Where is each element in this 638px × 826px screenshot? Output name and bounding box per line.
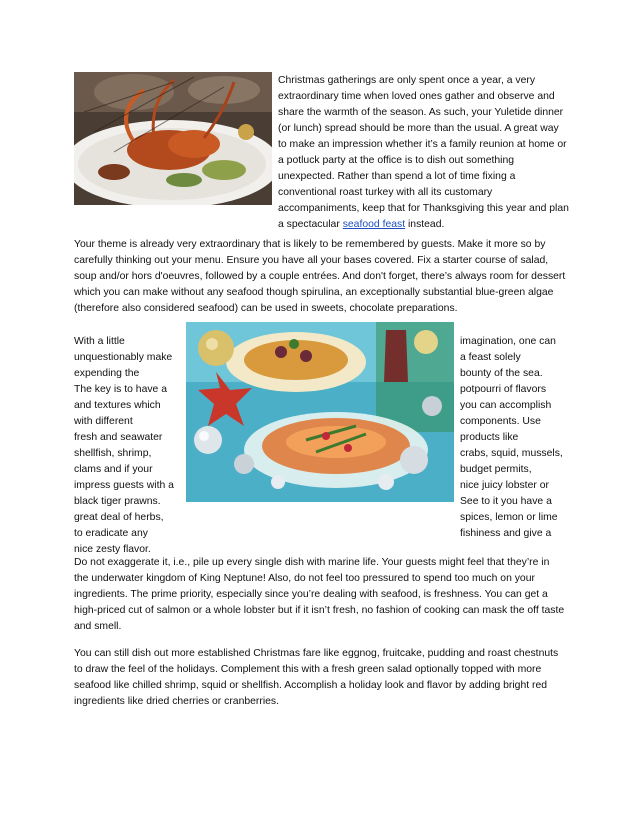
right-column-line: See to it you have a <box>460 496 552 507</box>
intro-tail: instead. <box>405 219 445 230</box>
left-text-column <box>74 334 186 558</box>
intro-text: Christmas gatherings are only spent once a year, a very extraordinary time when loved ones gather and observe and share the warmth of the season. As such, your Yuletide dinner (or lunch) spread should be more than the usual. A great way to make an impression whether it’s a family reunion at home or a potluck party at the office is to dish out something unexpected. Rather than spend a lot of time fixing a conventional roast turkey with all its customary accompaniments, keep that for Thanksgiving this year and plan a spectacular <box>278 75 569 230</box>
right-column-line: products like <box>460 432 519 443</box>
right-column-line: you can accomplish <box>460 400 552 411</box>
left-column-line: to eradicate any <box>74 528 148 539</box>
seafood-feast-photo <box>186 322 454 502</box>
right-column-line: fishiness and give a <box>460 528 552 539</box>
left-column-line: great deal of herbs, <box>74 512 164 523</box>
intro-paragraph <box>278 73 570 233</box>
right-column-line: budget permits, <box>460 464 532 475</box>
right-text-column <box>460 334 570 542</box>
right-column-line: crabs, squid, mussels, <box>460 448 563 459</box>
right-column-line: imagination, one can <box>460 336 556 347</box>
left-column-line: The key is to have a <box>74 384 167 395</box>
left-column-line: with different <box>74 416 133 427</box>
moderation-paragraph: Do not exaggerate it, i.e., pile up every single dish with marine life. Your guests might feel that they’re in the underwater kingdom of King Neptune! Also, do not feel too pressured to spend too much on your ingredients. The prime priority, especially since you’re dealing with seafood, is freshness. You can get a high-priced cut of salmon or a whole lobster but if it isn’t fresh, no fashion of cooking can mask the off taste and smell. <box>74 557 565 632</box>
left-column-line: and textures which <box>74 400 161 411</box>
left-column-line: black tiger prawns. <box>74 496 161 507</box>
seafood-feast-link[interactable]: seafood feast <box>342 219 406 230</box>
left-column-line: unquestionably make <box>74 352 173 363</box>
right-column-line: components. Use <box>460 416 541 427</box>
christmas-fare-paragraph: You can still dish out more established Christmas fare like eggnog, fruitcake, pudding and roast chestnuts to draw the feel of the holidays. Complement this with a fresh green salad optionally topped with more seafood like chilled shrimp, squid or shellfish. Accomplish a holiday look and flavor by adding bright red ingredients like dried cherries or cranberries. <box>74 648 559 707</box>
left-column-line: expending the <box>74 368 140 379</box>
right-column-line: spices, lemon or lime <box>460 512 558 523</box>
left-column-line: With a little <box>74 336 125 347</box>
left-column-line: fresh and seawater <box>74 432 163 443</box>
right-column-line: a feast solely <box>460 352 521 363</box>
left-column-line: clams and if your <box>74 464 153 475</box>
right-column-line: nice juicy lobster or <box>460 480 549 491</box>
left-column-line: impress guests with a <box>74 480 174 491</box>
theme-paragraph: Your theme is already very extraordinary that is likely to be remembered by guests. Make it more so by carefully thinking out your menu. Ensure you have all your bases covered. Fix a starter course of salad, soup and/or hors d'oeuvres, followed by a couple entrées. And don't forget, there’s always room for dessert which you can make without any seafood though spirulina, an exceptionally substantial blue-green algae (therefore also considered seafood) can be used in sweets, chocolate preparations. <box>74 239 566 314</box>
left-column-line: nice zesty flavor. <box>74 544 151 555</box>
right-column-line: bounty of the sea. <box>460 368 543 379</box>
right-column-line: potpourri of flavors <box>460 384 547 395</box>
left-column-line: shellfish, shrimp, <box>74 448 152 459</box>
lobster-plate-photo <box>74 72 272 205</box>
